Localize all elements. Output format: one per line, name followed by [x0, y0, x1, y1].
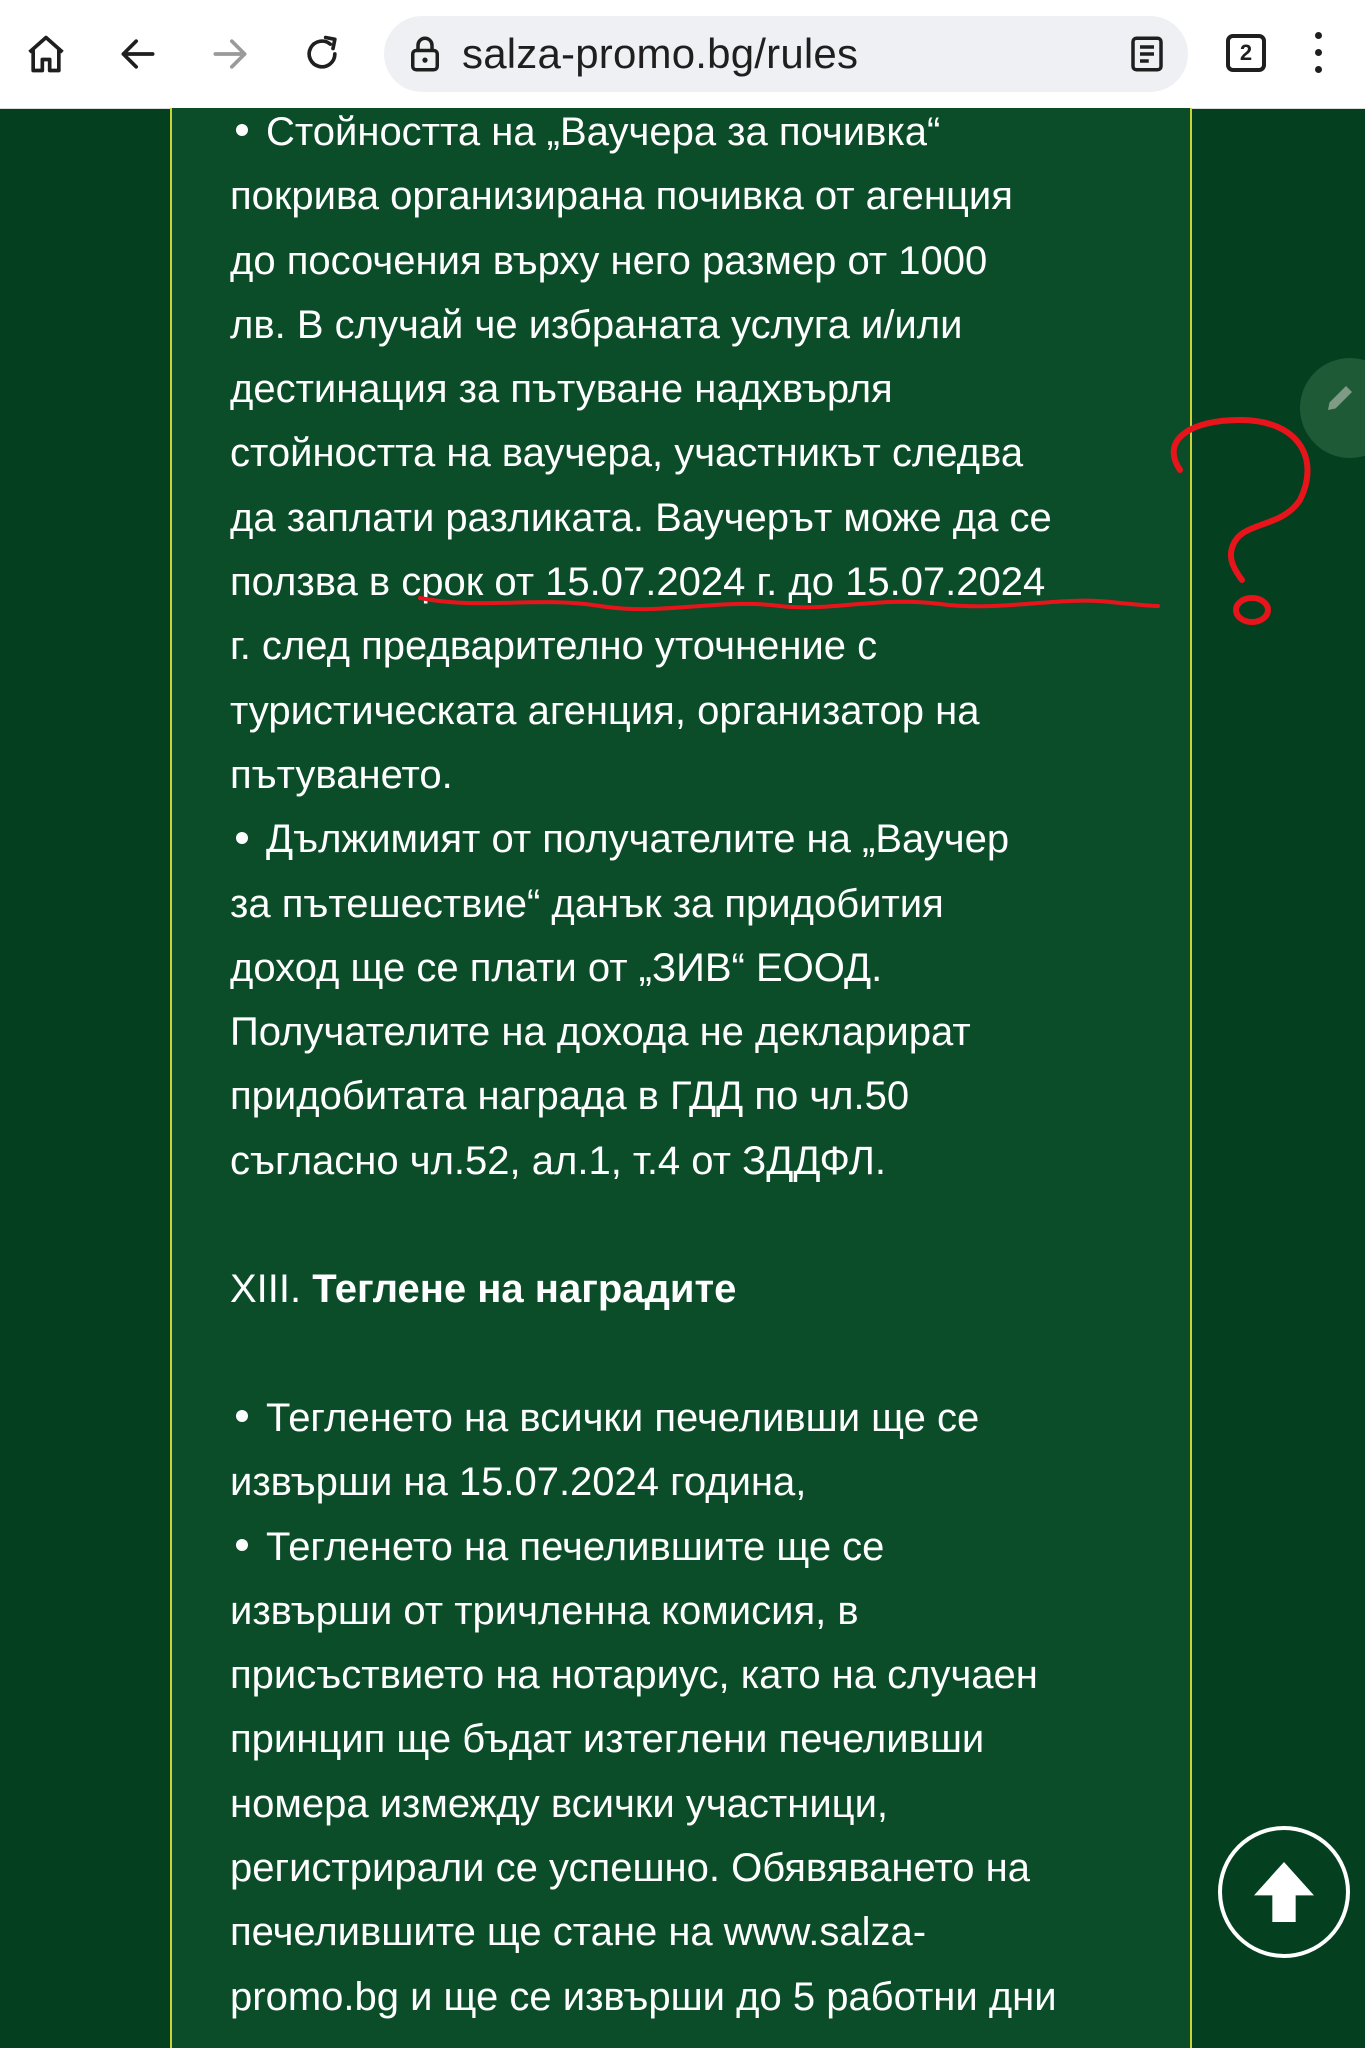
forward-button[interactable]: [198, 22, 262, 86]
section-title: Теглене на наградите: [312, 1267, 737, 1312]
url-text[interactable]: salza-promo.bg/rules: [462, 30, 859, 77]
reload-button[interactable]: [290, 22, 354, 86]
menu-dot-icon: [1315, 49, 1322, 56]
menu-dot-icon: [1315, 66, 1322, 73]
back-button[interactable]: [106, 22, 170, 86]
paragraph-voucher-value: Стойността на „Ваучера за почивка“ покрива организирана почивка от агенция до посочения върху него размер от 1000 лв. В случай че избраната услуга и/или дестинация за пътуване надхвърля стойността на ваучера, участникът следва да заплати разликата. Ваучерът може да се ползва в срок от 15.07.2024 г. до 15.07.2024 г. след предварително уточнение с туристическата агенция, организатор на пътуването.: [230, 110, 1052, 797]
section-heading: [230, 1257, 1160, 1321]
bullet-icon: [236, 832, 248, 844]
bullet-icon: [236, 1410, 248, 1422]
reload-icon: [300, 32, 344, 76]
annotation-question-dot: [1236, 598, 1268, 622]
paragraph-draw-date: Тегленето на всички печеливши ще се извърши на 15.07.2024 година,: [230, 1395, 980, 1505]
menu-dot-icon: [1315, 32, 1322, 39]
browser-toolbar: [0, 0, 1365, 109]
scroll-to-top-button[interactable]: [1218, 1826, 1350, 1958]
rules-content: [230, 100, 1160, 2029]
bullet-icon: [236, 124, 248, 136]
address-bar[interactable]: [384, 16, 1188, 92]
paragraph-draw-commission: Тегленето на печелившите ще се извърши от тричленна комисия, в присъствието на нотариус, като на случаен принцип ще бъдат изтеглени печеливши номера измежду всички участници, регистрирали се успешно. Обявяването на печелившите ще стане на www.salza- promo.bg и ще се извърши до 5 работни дни: [230, 1524, 1057, 2019]
menu-button[interactable]: [1310, 32, 1326, 76]
home-icon: [24, 32, 68, 76]
pencil-icon: [1322, 380, 1358, 416]
underlined-date-range: срок от 15.07.2024 г. до 15.07.2024: [401, 560, 1046, 605]
section-number: XIII.: [230, 1267, 302, 1312]
tab-switcher-button[interactable]: 2: [1226, 34, 1266, 72]
paragraph-tax: Дължимият от получателите на „Ваучер за пътешествие“ данък за придобития доход ще се плати от „ЗИВ“ ЕООД. Получателите на дохода не декларират придобитата награда в ГДД по чл.50 съгласно чл.52, ал.1, т.4 от ЗДДФЛ.: [230, 817, 1010, 1183]
forward-arrow-icon: [208, 32, 252, 76]
reader-mode-icon[interactable]: [1126, 33, 1168, 75]
home-button[interactable]: [14, 22, 78, 86]
edit-button[interactable]: [1300, 358, 1365, 458]
lock-icon[interactable]: [404, 33, 446, 75]
bullet-icon: [236, 1539, 248, 1551]
annotation-question-mark: [1174, 420, 1308, 580]
back-arrow-icon: [116, 32, 160, 76]
arrow-up-icon: [1244, 1852, 1324, 1932]
